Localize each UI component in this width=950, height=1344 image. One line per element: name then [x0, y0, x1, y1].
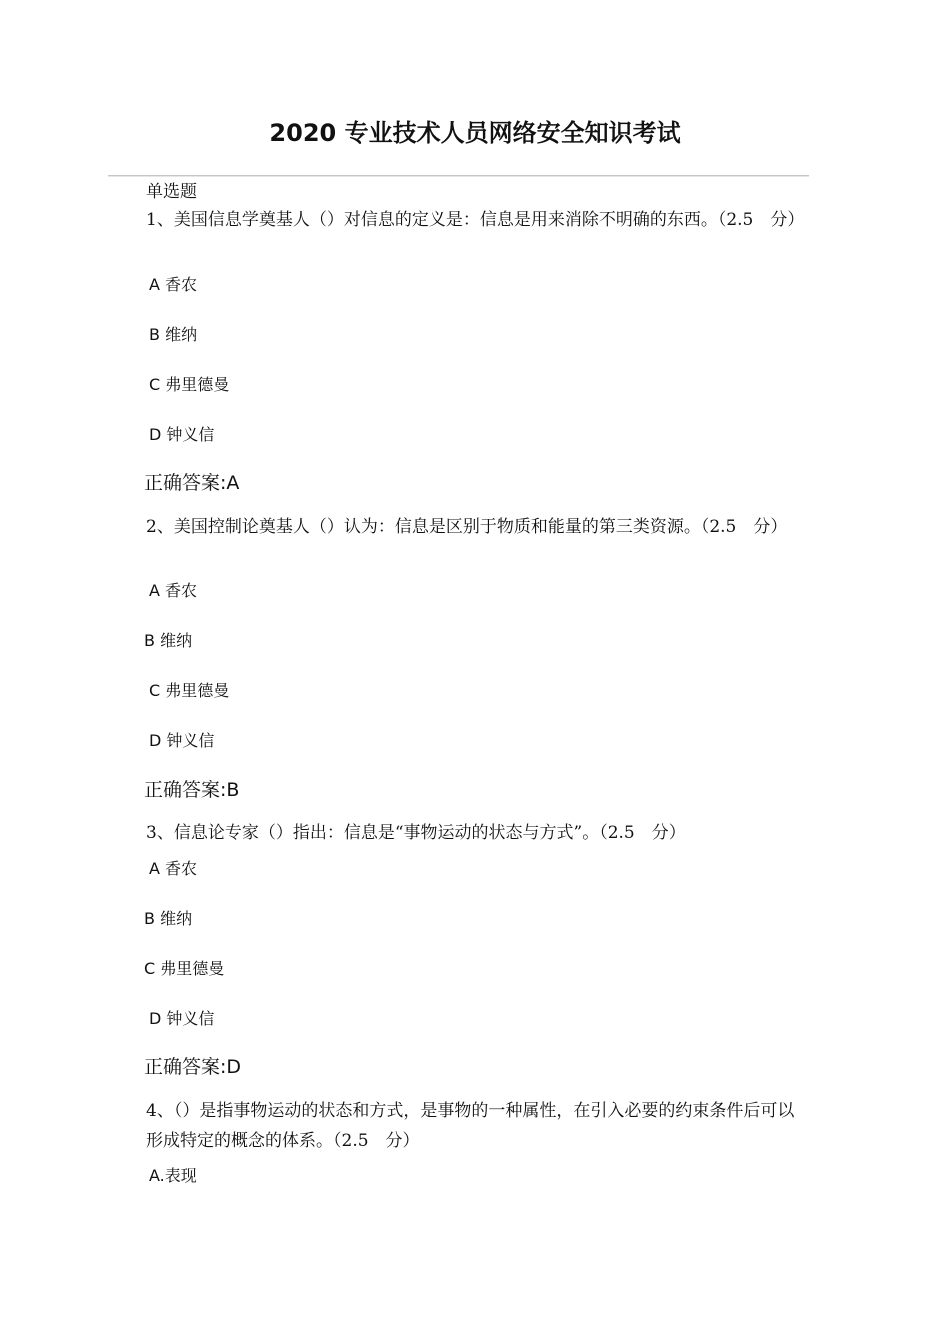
question-2-option-c: C 弗里德曼 [149, 681, 230, 700]
question-3-option-c: C 弗里德曼 [144, 959, 225, 978]
question-2-option-a: A 香农 [149, 581, 198, 600]
question-3-answer: 正确答案:D [144, 1056, 242, 1078]
question-2-answer: 正确答案:B [144, 779, 240, 801]
document-title: 2020 专业技术人员网络安全知识考试 [269, 119, 681, 147]
section-label: 单选题 [146, 182, 197, 202]
question-1-text: 1、美国信息学奠基人（）对信息的定义是：信息是用来消除不明确的东西。（2.5 分） [146, 210, 805, 230]
question-3-option-d: D 钟义信 [149, 1009, 215, 1028]
question-1-option-b: B 维纳 [149, 325, 198, 344]
question-3-option-a: A 香农 [149, 859, 198, 878]
question-1-option-a: A 香农 [149, 275, 198, 294]
question-2-option-d: D 钟义信 [149, 731, 215, 750]
question-3-option-b: B 维纳 [144, 909, 193, 928]
question-2-text: 2、美国控制论奠基人（）认为：信息是区别于物质和能量的第三类资源。（2.5 分） [146, 517, 788, 537]
question-3-text: 3、信息论专家（）指出：信息是“事物运动的状态与方式”。（2.5 分） [146, 823, 686, 843]
question-4-option-a: A.表现 [149, 1166, 197, 1185]
question-1-option-c: C 弗里德曼 [149, 375, 230, 394]
question-1-option-d: D 钟义信 [149, 425, 215, 444]
question-1-answer: 正确答案:A [144, 472, 240, 494]
question-2-option-b: B 维纳 [144, 631, 193, 650]
title-divider [108, 175, 809, 177]
question-4-text: 4、（）是指事物运动的状态和方式，是事物的一种属性，在引入必要的约束条件后可以形成特定的概念的体系。（2.5 分） [146, 1101, 795, 1151]
